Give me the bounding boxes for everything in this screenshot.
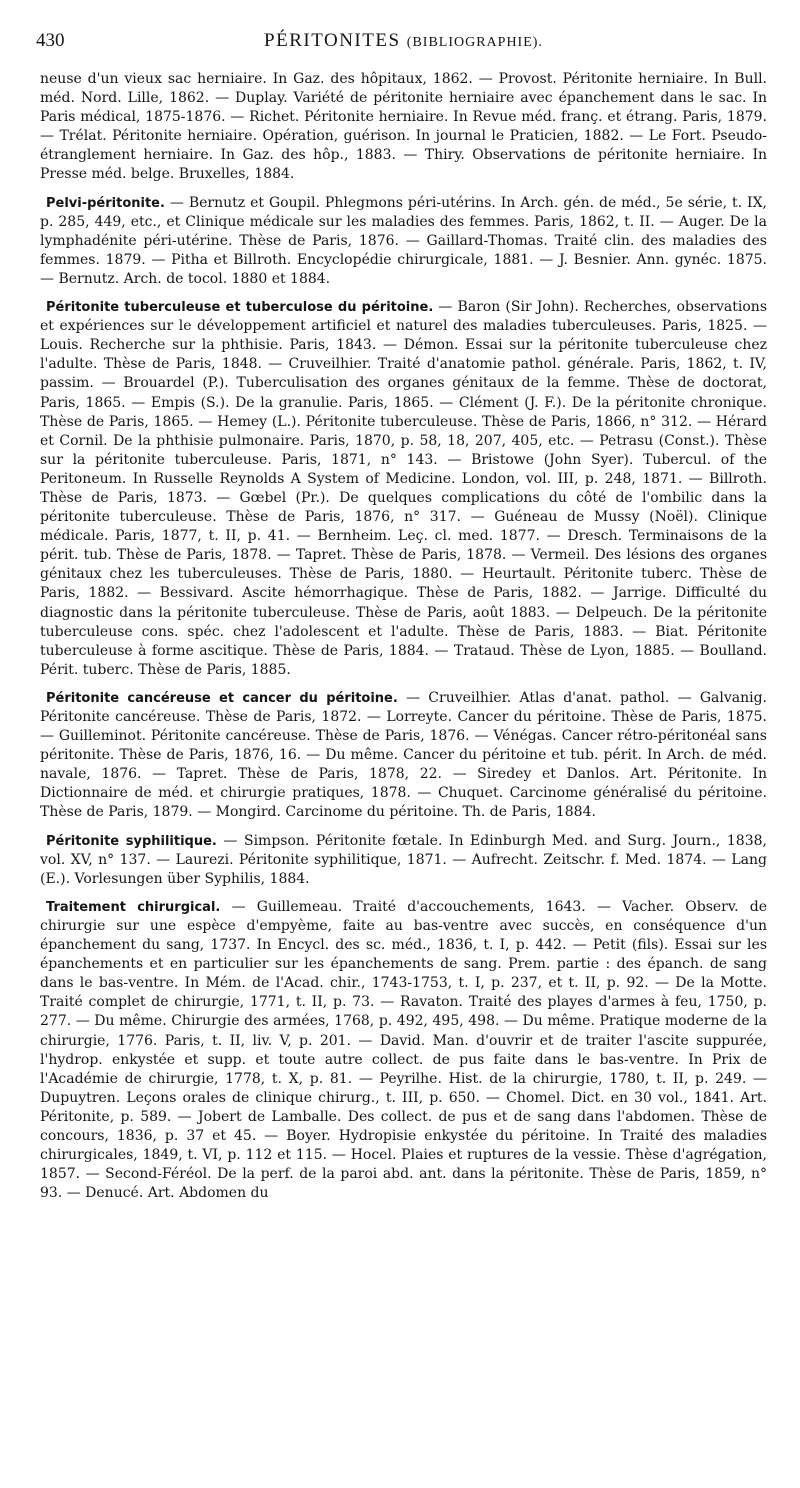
- section-text: neuse d'un vieux sac herniaire. In Gaz. des hôpitaux, 1862. — Provost. Péritonite herniaire. In Bull. méd. Nord. Lille, 1862. — Duplay. Variété de péritonite herniaire avec épanchement dans le sac. In Paris médical, 1875-1876. — Richet. Péritonite herniaire. In Revue méd. franç. et étrang. Paris, 1879. — Trélat. Péritonite herniaire. Opération, guérison. In journal le Praticien, 1882. — Le Fort. Pseudo-étranglement herniaire. In Gaz. des hôp., 1883. — Thiry. Observations de péritonite herniaire. In Presse méd. belge. Bruxelles, 1884.: [40, 71, 767, 183]
- running-title-main: PÉRITONITES: [264, 30, 401, 51]
- section-text: — Bernutz et Goupil. Phlegmons péri-utérins. In Arch. gén. de méd., 5e série, t. IX, p. 285, 449, etc., et Clinique médicale sur les maladies des femmes. Paris, 1862, t. II. — Auger. De la lymphadénite péri-utérine. Thèse de Paris, 1876. — Gaillard-Thomas. Traité clin. des maladies des femmes. 1879. — Pitha et Billroth. Encyclopédie chirurgicale, 1881. — J. Besnier. Ann. gynéc. 1875. — Bernutz. Arch. de tocol. 1880 et 1884.: [40, 194, 767, 287]
- section-heading: Traitement chirurgical.: [46, 899, 221, 915]
- section-heading: Péritonite syphilitique.: [46, 833, 217, 849]
- bibliography-section-traitement-chirurgical: [40, 898, 767, 1204]
- section-heading: Péritonite tuberculeuse et tuberculose du péritoine.: [46, 300, 434, 316]
- section-text: — Guillemeau. Traité d'accouchements, 1643. — Vacher. Observ. de chirurgie sur une espèce d'empyème, faite au bas-ventre avec succès, en conséquence d'un épanchement du sang, 1737. In Encycl. des sc. méd., 1836, t. I, p. 442. — Petit (fils). Essai sur les épanchements et en particulier sur les épanchements de sang. Prem. partie : des épanch. de sang dans le bas-ventre. In Mém. de l'Acad. chir., 1743-1753, t. I, p. 237, et t. II, p. 92. — De la Motte. Traité complet de chirurgie, 1771, t. II, p. 73. — Ravaton. Traité des playes d'armes à feu, 1750, p. 277. — Du même. Chirurgie des armées, 1768, p. 492, 495, 498. — Du même. Pratique moderne de la chirurgie, 1776. Paris, t. II, liv. V, p. 201. — David. Man. d'ouvrir et de traiter l'ascite suppurée, l'hydrop. enkystée et supp. et toute autre collect. de pus faite dans le bas-ventre. In Prix de l'Académie de chirurgie, 1778, t. X, p. 81. — Peyrilhe. Hist. de la chirurgie, 1780, t. II, p. 249. — Dupuytren. Leçons orales de clinique chirurg., t. III, p. 650. — Chomel. Dict. en 30 vol., 1841. Art. Péritonite, p. 589. — Jobert de Lamballe. Des collect. de pus et de sang dans l'abdomen. Thèse de concours, 1836, p. 37 et 45. — Boyer. Hydropisie enkystée du péritoine. In Traité des maladies chirurgicales, 1849, t. VI, p. 112 et 115. — Hocel. Plaies et ruptures de la vessie. Thèse d'agrégation, 1857. — Second-Féréol. De la perf. de la paroi abd. ant. dans la péritonite. Thèse de Paris, 1859, n° 93. — Denucé. Art. Abdomen du: [40, 898, 768, 1202]
- bibliography-section-pelvi-peritonite: [40, 194, 767, 289]
- running-title-subtitle: (BIBLIOGRAPHIE).: [406, 35, 543, 50]
- running-title: [40, 30, 767, 52]
- section-text: — Simpson. Péritonite fœtale. In Edinburgh Med. and Surg. Journ., 1838, vol. XV, n° 137. — Laurezi. Péritonite syphilitique, 1871. — Aufrecht. Zeitschr. f. Med. 1874. — Lang (E.). Vorlesungen über Syphilis, 1884.: [40, 832, 767, 887]
- section-heading: Péritonite cancéreuse et cancer du péritoine.: [46, 690, 398, 706]
- section-heading: Pelvi-péritonite.: [46, 195, 165, 211]
- bibliography-section-peritonite-syphilitique: [40, 832, 767, 889]
- bibliography-section-peritonite-cancereuse: [40, 689, 767, 823]
- bibliography-section-peritonite-tuberculeuse: [40, 298, 767, 680]
- bibliography-continuation: [40, 70, 767, 185]
- section-text: — Baron (Sir John). Recherches, observations et expériences sur le développement artificiel et naturel des maladies tuberculeuses. Paris, 1825. — Louis. Recherche sur la phthisie. Paris, 1843. — Démon. Essai sur la péritonite tuberculeuse chez l'adulte. Thèse de Paris, 1848. — Cruveilhier. Traité d'anatomie pathol. générale. Paris, 1862, t. IV, passim. — Brouardel (P.). Tuberculisation des organes génitaux de la femme. Thèse de doctorat, Paris, 1865. — Empis (S.). De la granulie. Paris, 1865. — Clément (J. F.). De la péritonite chronique. Thèse de Paris, 1865. — Hemey (L.). Péritonite tuberculeuse. Thèse de Paris, 1866, n° 312. — Hérard et Cornil. De la phthisie pulmonaire. Paris, 1870, p. 58, 18, 207, 405, etc. — Petrasu (Const.). Thèse sur la péritonite tuberculeuse. Paris, 1871, n° 143. — Bristowe (John Syer). Tubercul. of the Peritoneum. In Russelle Reynolds A System of Medicine. London, vol. III, p. 248, 1871. — Billroth. Thèse de Paris, 1873. — Gœbel (Pr.). De quelques complications du côté de l'ombilic dans la péritonite tuberculeuse. Thèse de Paris, 1876, n° 317. — Guéneau de Mussy (Noël). Clinique médicale. Paris, 1877, t. II, p. 41. — Bernheim. Leç. cl. med. 1877. — Dresch. Terminaisons de la périt. tub. Thèse de Paris, 1878. — Tapret. Thèse de Paris, 1878. — Vermeil. Des lésions des organes génitaux chez les tuberculeuses. Thèse de Paris, 1880. — Heurtault. Péritonite tuberc. Thèse de Paris, 1882. — Bessivard. Ascite hémorrhagique. Thèse de Paris, 1882. — Jarrige. Difficulté du diagnostic dans la péritonite tuberculeuse. Thèse de Paris, août 1883. — Delpeuch. De la péritonite tuberculeuse cons. spéc. chez l'adolescent et l'adulte. Thèse de Paris, 1883. — Biat. Péritonite tuberculeuse à forme ascitique. Thèse de Paris, 1884. — Trataud. Thèse de Lyon, 1885. — Boulland. Périt. tuberc. Thèse de Paris, 1885.: [40, 299, 768, 678]
- running-head: [36, 28, 767, 54]
- page-number: 430: [36, 30, 65, 51]
- section-text: — Cruveilhier. Atlas d'anat. pathol. — Galvanig. Péritonite cancéreuse. Thèse de Paris, 1872. — Lorreyte. Cancer du péritoine. Thèse de Paris, 1875. — Guilleminot. Péritonite cancéreuse. Thèse de Paris, 1876. — Vénégas. Cancer rétro-péritonéal sans péritonite. Thèse de Paris, 1876, 16. — Du même. Cancer du péritoine et tub. périt. In Arch. de méd. navale, 1876. — Tapret. Thèse de Paris, 1878, 22. — Siredey et Danlos. Art. Péritonite. In Dictionnaire de méd. et chirurgie pratiques, 1878. — Chuquet. Carcinome généralisé du péritoine. Thèse de Paris, 1879. — Mongird. Carcinome du péritoine. Th. de Paris, 1884.: [40, 689, 768, 821]
